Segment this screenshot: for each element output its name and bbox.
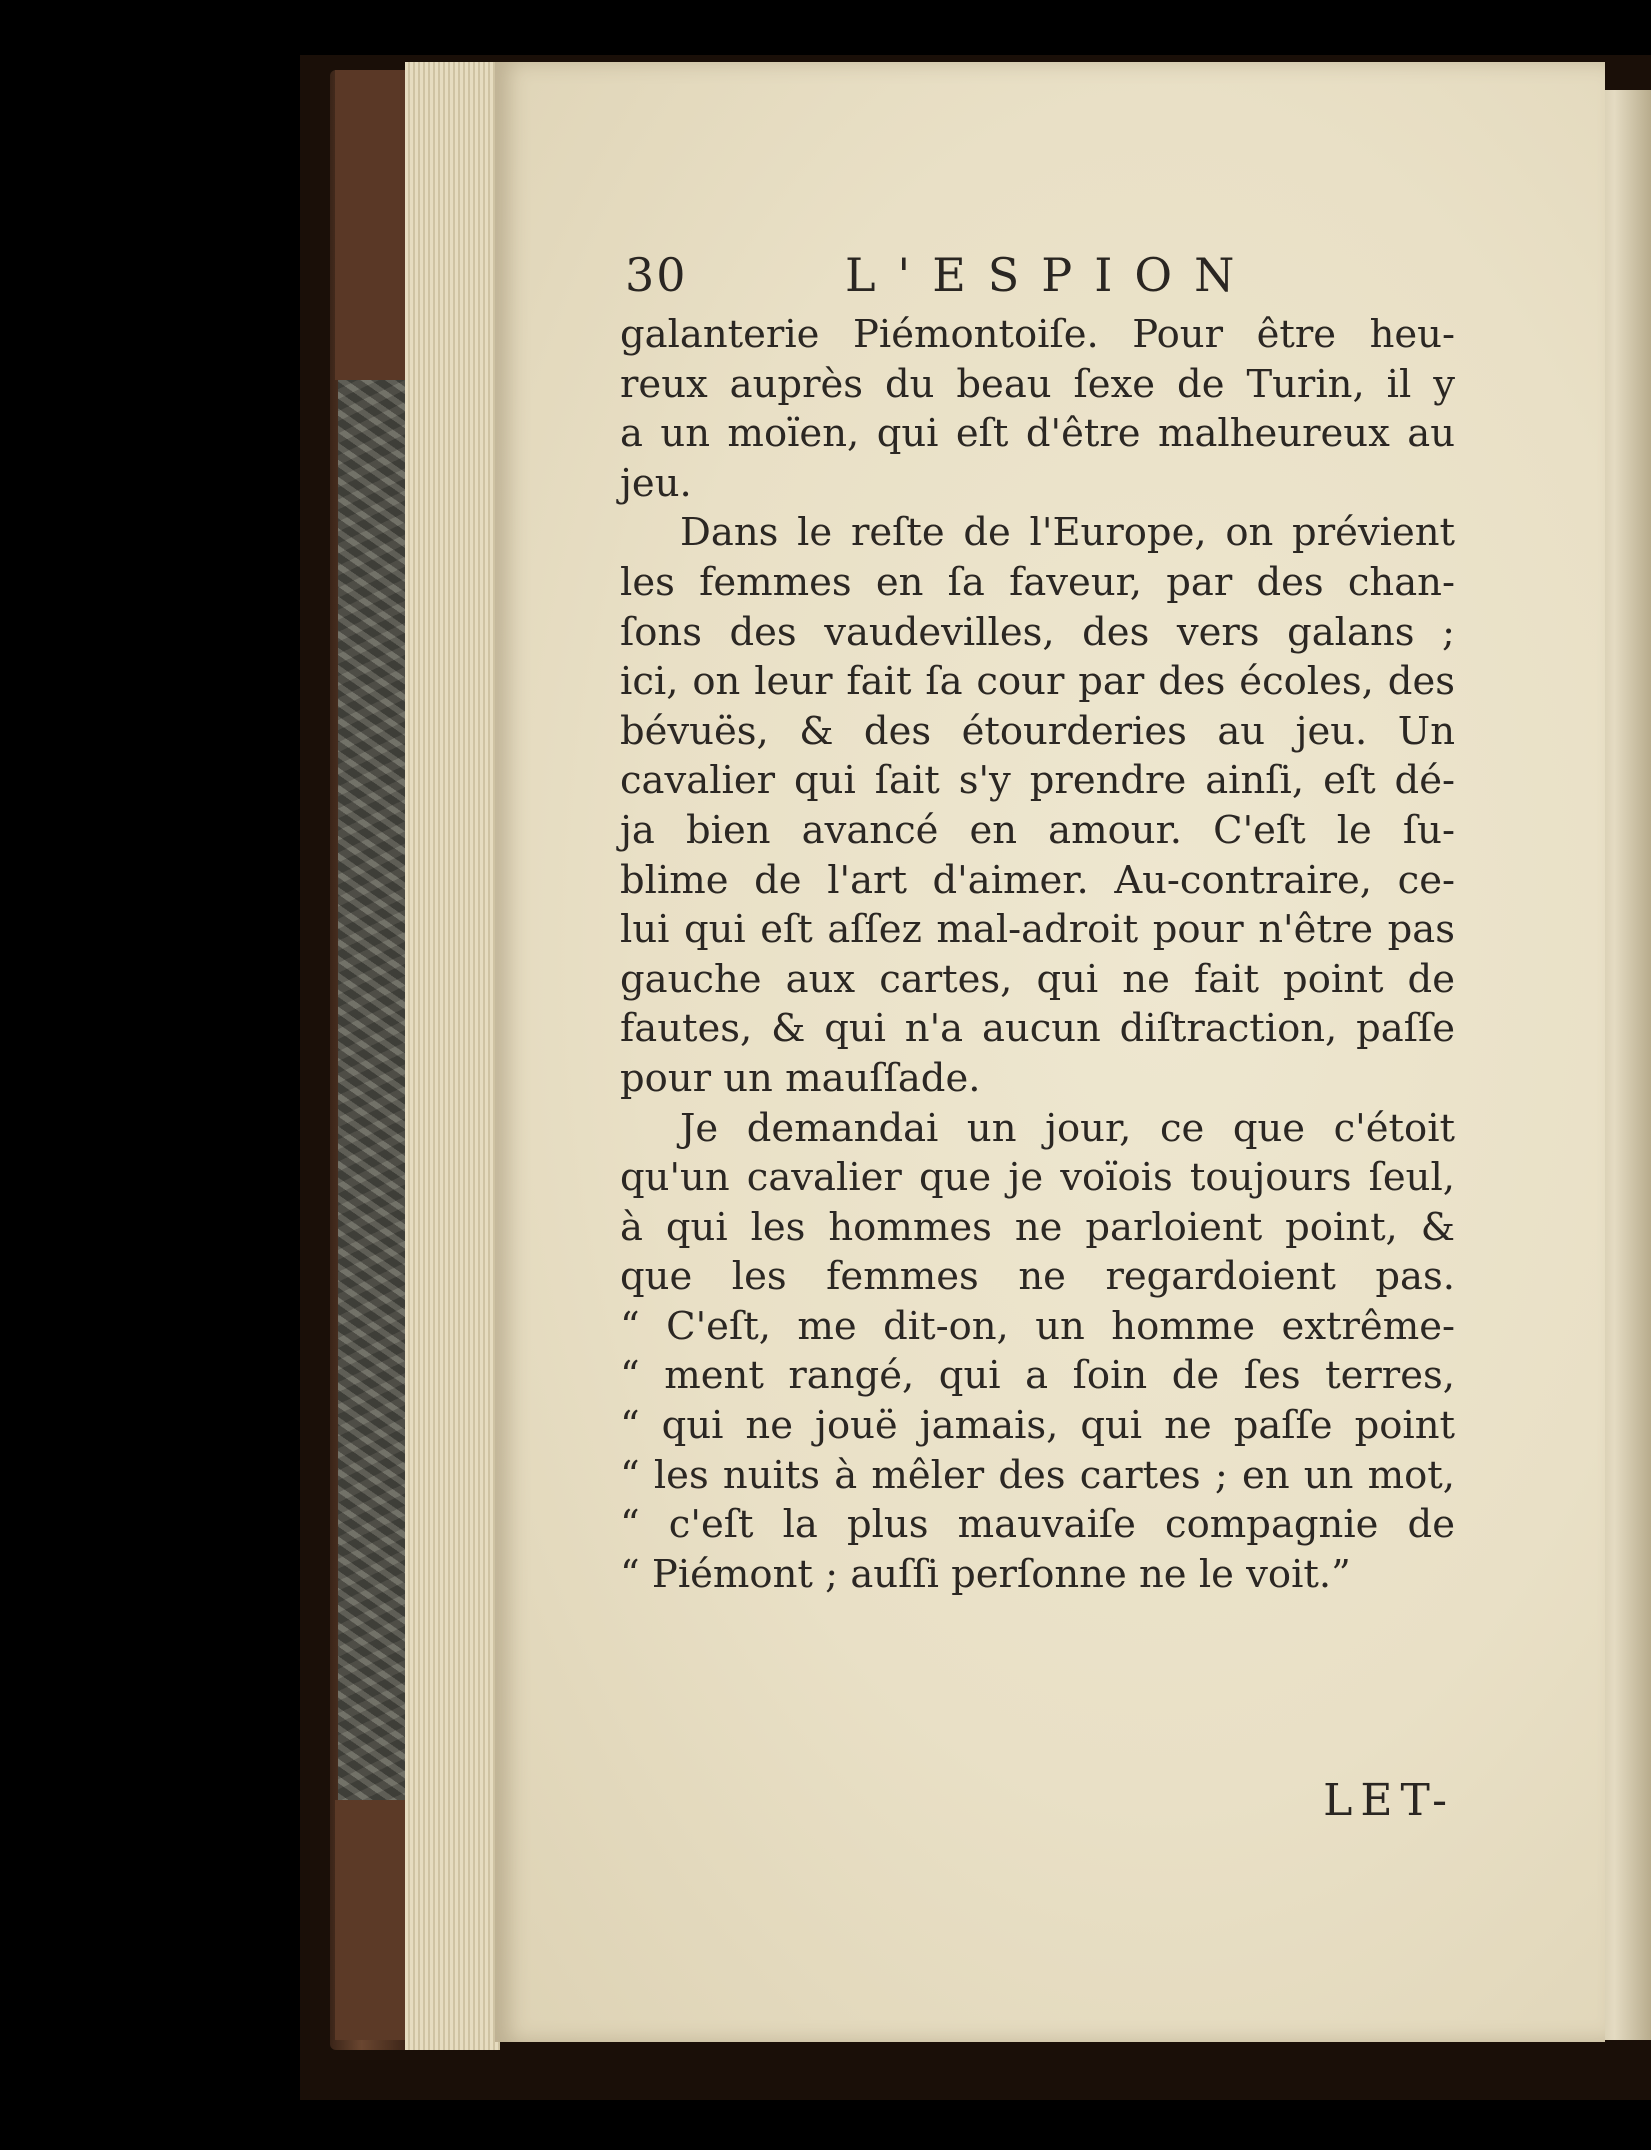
text-line: bévuës, & des étourderies au jeu. Un <box>620 708 1455 754</box>
text-line: pour un mauſſade. <box>620 1055 981 1101</box>
text-line: reux auprès du beau ſexe de Turin, il y <box>620 361 1455 407</box>
text-line: Dans le reſte de l'Europe, on prévient <box>680 510 1455 556</box>
text-line: qu'un cavalier que je voïois toujours ſeul, <box>620 1155 1455 1201</box>
text-line: lui qui eſt aſſez mal-adroit pour n'être pas <box>620 907 1455 953</box>
text-line: à qui les hommes ne parloient point, & <box>620 1204 1455 1250</box>
text-line: Je demandai un jour, ce que c'étoit <box>680 1105 1455 1151</box>
text-line: gauche aux cartes, qui ne fait point de <box>620 956 1455 1002</box>
page-edges <box>405 62 500 2050</box>
catchword: LET- <box>1323 1775 1455 1826</box>
text-line: “ les nuits à mêler des cartes ; en un mot, <box>620 1452 1455 1498</box>
text-line: galanterie Piémontoiſe. Pour être heu- <box>620 312 1455 357</box>
paragraph-3 <box>620 1104 1455 1600</box>
text-line: “ qui ne jouë jamais, qui ne paſſe point <box>620 1403 1455 1449</box>
text-line: “ C'eſt, me dit-on, un homme extrême- <box>620 1303 1455 1349</box>
leather-corner-bottom <box>335 1800 413 2040</box>
text-line: a un moïen, qui eſt d'être malheureux au <box>620 411 1455 457</box>
text-line: ſons des vaudevilles, des vers galans ; <box>620 609 1455 655</box>
running-head <box>625 248 1425 308</box>
text-line: ja bien avancé en amour. C'eſt le ſu- <box>620 807 1455 853</box>
text-line: cavalier qui ſait s'y prendre ainſi, eſt dé- <box>620 758 1455 804</box>
leather-corner-top <box>335 70 413 380</box>
text-line: ici, on leur fait ſa cour par des écoles, des <box>620 659 1455 705</box>
text-line: jeu. <box>620 460 692 506</box>
text-line: que les femmes ne regardoient pas. <box>620 1254 1455 1300</box>
text-line: “ ment rangé, qui a ſoin de ſes terres, <box>620 1353 1455 1399</box>
paragraph-2 <box>620 508 1455 1103</box>
text-line: “ c'eſt la plus mauvaiſe compagnie de <box>620 1502 1455 1548</box>
text-line: blime de l'art d'aimer. Au-contraire, ce- <box>620 857 1455 903</box>
text-line: fautes, & qui n'a aucun diſtraction, paſſe <box>620 1006 1455 1052</box>
marbled-cover <box>338 380 410 1800</box>
page-number: 30 <box>625 248 688 302</box>
body-text <box>620 310 1455 1599</box>
running-title: L'ESPION <box>845 248 1257 302</box>
text-line: “ Piémont ; auſſi perſonne ne le voit.” <box>620 1551 1351 1597</box>
paragraph-1 <box>620 310 1455 508</box>
text-line: les femmes en ſa faveur, par des chan- <box>620 559 1455 605</box>
